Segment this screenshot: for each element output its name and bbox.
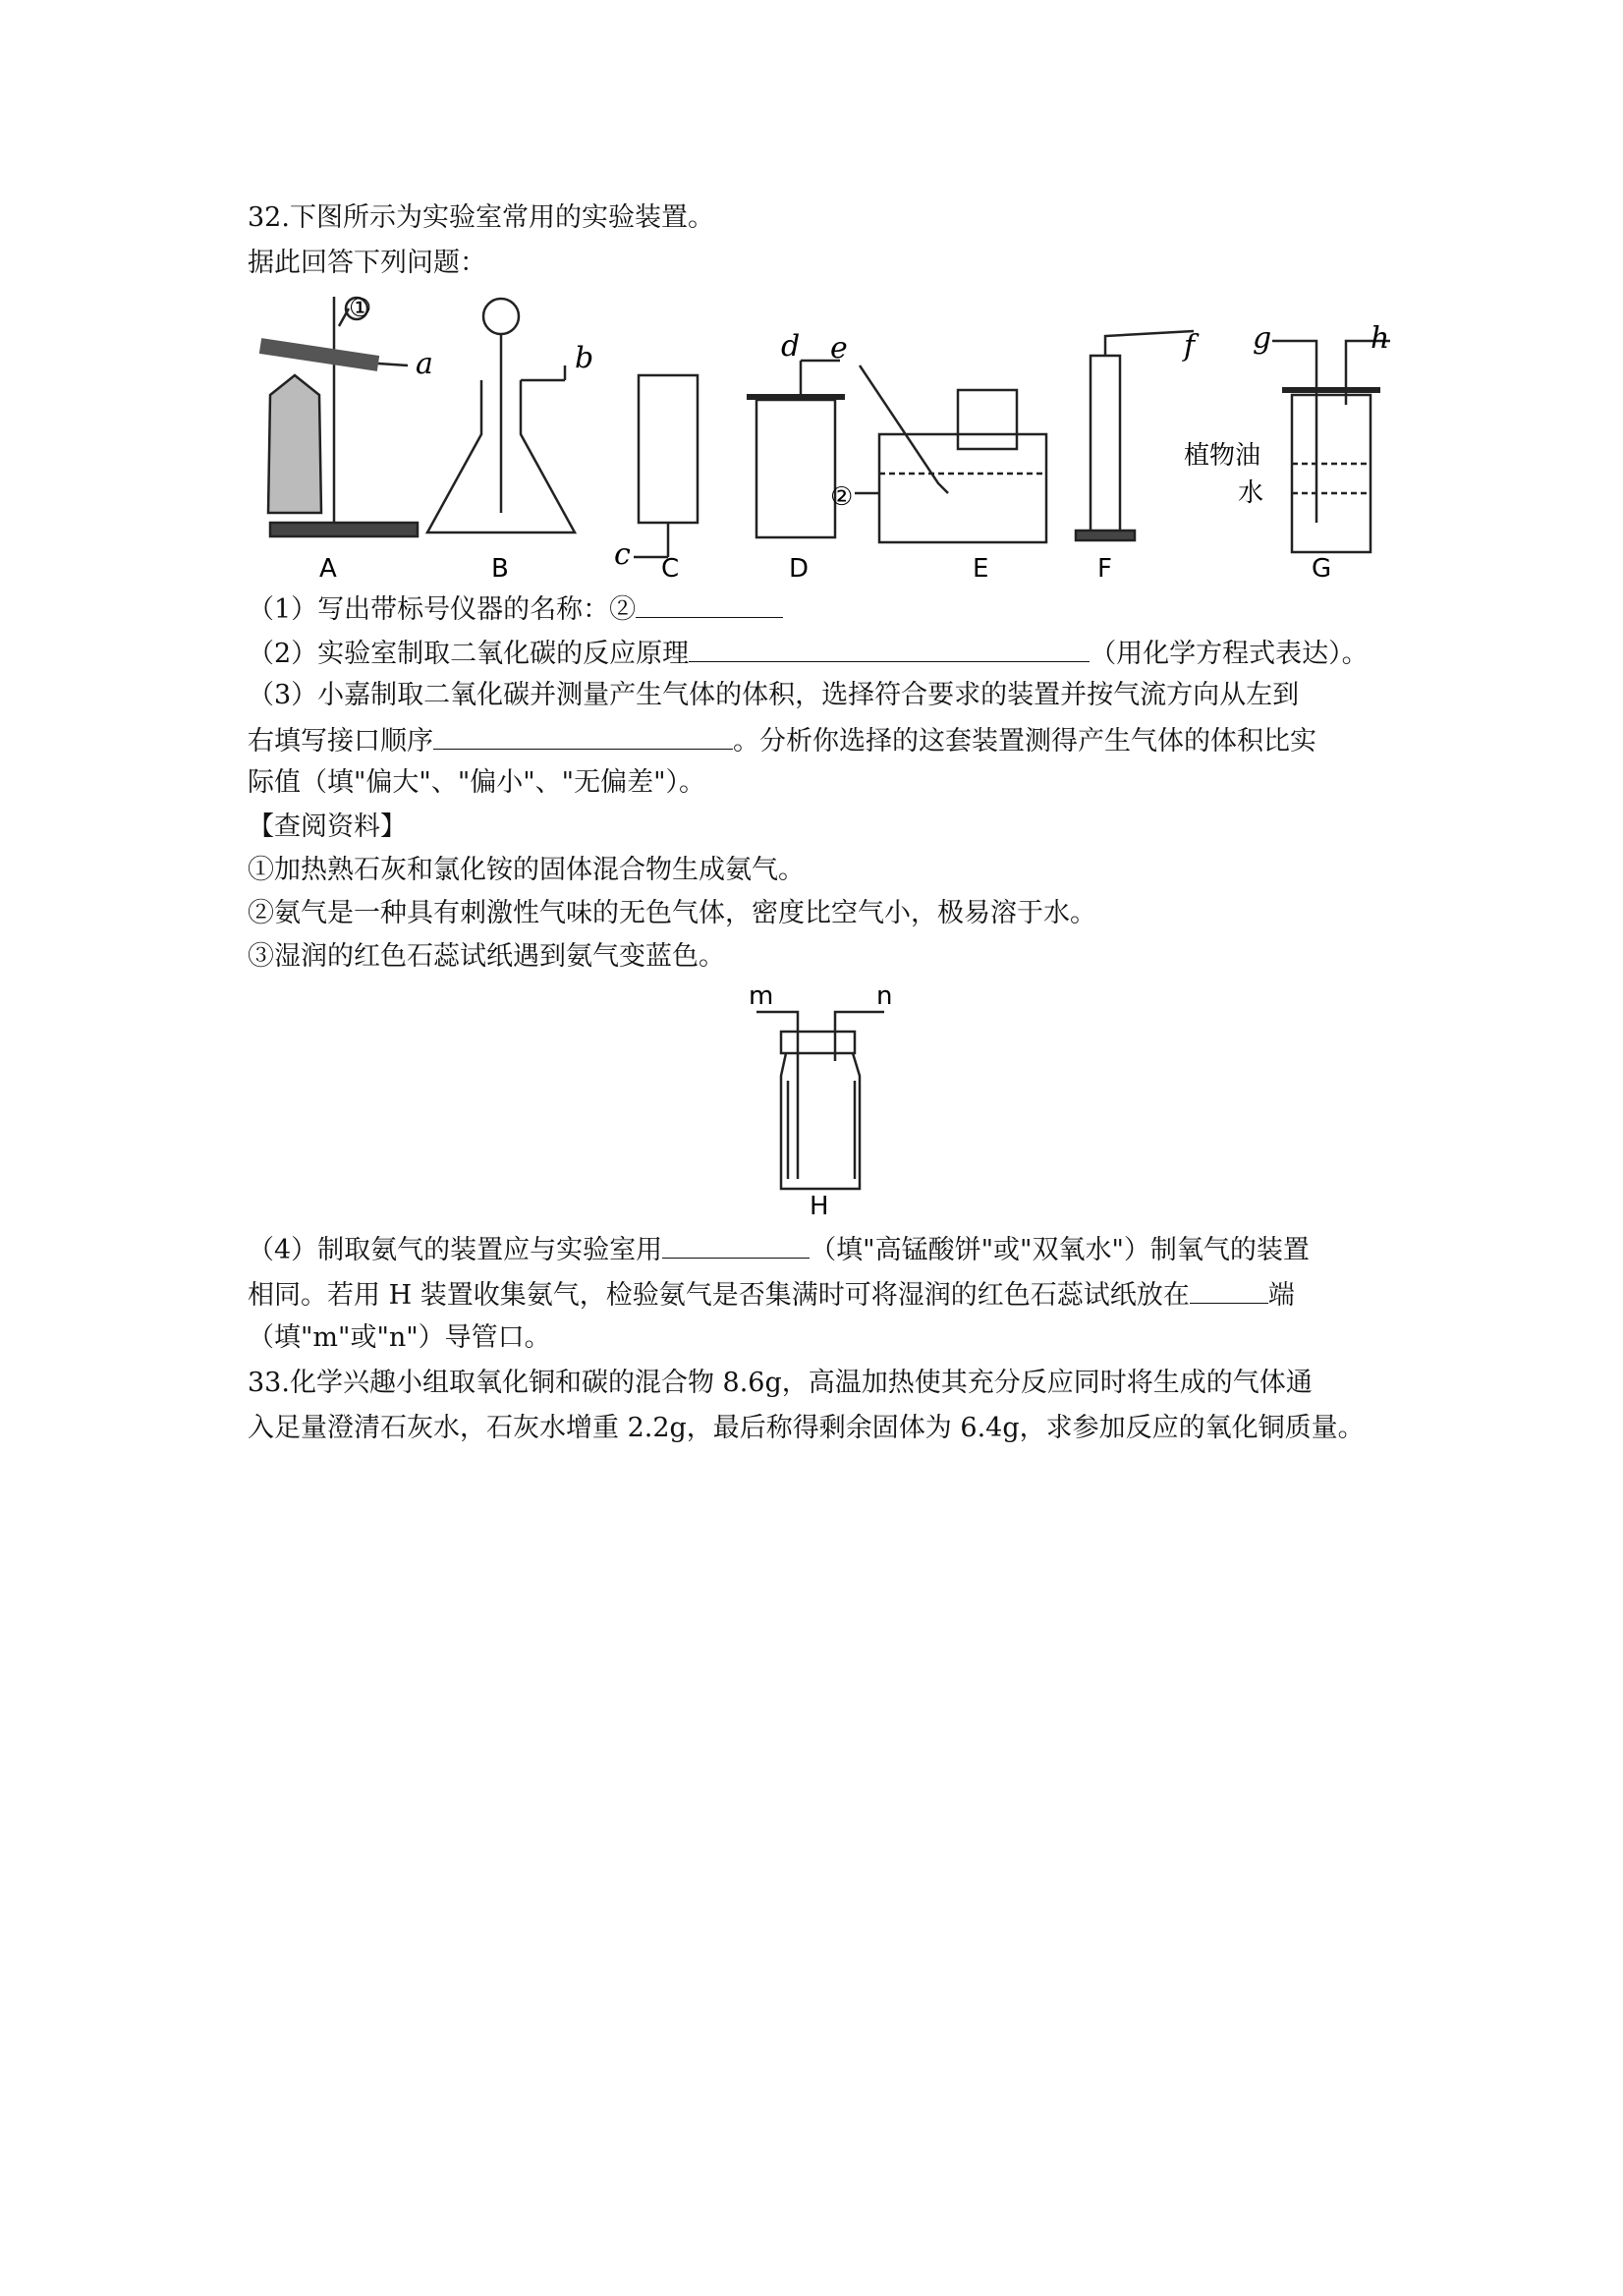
q32-part4-line1 [248,1230,1310,1268]
apparatus-label-b: B [491,554,509,582]
apparatus-e-trough [879,434,1046,542]
q32-part2 [248,634,1369,672]
apparatus-g-inlet [1272,341,1316,523]
answer-blank-3[interactable] [433,721,733,750]
oil-label: 植物油 [1184,441,1261,471]
q32-part1 [248,589,783,628]
apparatus-f-tube [1105,331,1194,356]
q32-part4-line2-b: 端 [1267,1280,1295,1311]
q32-part4-line2 [248,1275,1295,1314]
q32-part4-line1-a: （4）制取氨气的装置应与实验室用 [248,1235,663,1265]
q32-part3-line3: 际值（填"偏大"、"偏小"、"无偏差"）。 [248,767,706,798]
q32-part3-line1: （3）小嘉制取二氧化碳并测量产生气体的体积，选择符合要求的装置并按气流方向从左到 [248,680,1300,710]
q32-part3-line2 [248,721,1316,759]
bottle-h-body [781,1053,860,1189]
apparatus-b-funnel [483,299,519,334]
apparatus-c-bottle [639,375,698,523]
answer-blank-5[interactable] [1190,1275,1268,1304]
info-item-1: ①加热熟石灰和氯化铵的固体混合物生成氨气。 [248,855,805,885]
apparatus-figure [251,287,1390,582]
port-label-c: c [614,537,631,572]
marker-1-label: ① [349,294,372,323]
port-label-n: n [876,982,893,1011]
answer-blank-2[interactable] [689,634,1090,662]
port-label-m: m [749,982,774,1011]
apparatus-label-e: E [973,554,989,582]
port-label-e: e [830,331,848,365]
apparatus-f-cylinder [1091,356,1120,532]
q32-part1-text: （1）写出带标号仪器的名称：② [248,594,637,625]
q32-part4-line1-b: （填"高锰酸饼"或"双氧水"）制氧气的装置 [810,1235,1310,1265]
q32-part4-line2-a: 相同。若用 H 装置收集氨气，检验氨气是否集满时可将湿润的红色石蕊试纸放在 [248,1280,1190,1311]
water-label: 水 [1238,478,1264,508]
port-label-g: g [1253,321,1272,356]
apparatus-label-a: A [319,554,337,582]
port-label-d: d [781,329,801,364]
q32-part2-text: （2）实验室制取二氧化碳的反应原理 [248,639,690,669]
answer-blank-4[interactable] [662,1230,810,1259]
bottle-h-stopper [781,1032,855,1053]
apparatus-label-f: F [1097,554,1112,582]
port-label-a: a [416,347,433,381]
bottle-h-tube-m [756,1012,798,1179]
q32-part2-suffix: （用化学方程式表达）。 [1090,639,1369,669]
q33-line1: 33.化学兴趣小组取氧化铜和碳的混合物 8.6g，高温加热使其充分反应同时将生成的气体通 [248,1368,1313,1398]
q32-part3-line2-a: 右填写接口顺序 [248,726,433,756]
q32-title: 32.下图所示为实验室常用的实验装置。 [248,202,714,233]
q32-part4-line3: （填"m"或"n"）导管口。 [248,1322,551,1353]
apparatus-d-jar [756,400,835,537]
q32-intro: 据此回答下列问题： [248,248,486,278]
apparatus-label-d: D [789,554,810,582]
port-label-h: h [1371,321,1390,356]
info-item-3: ③湿润的红色石蕊试纸遇到氨气变蓝色。 [248,941,725,972]
apparatus-label-g: G [1312,554,1332,582]
bottle-h-figure [737,982,904,1218]
marker-2-label: ② [830,482,854,512]
port-label-b: b [575,341,594,375]
apparatus-a-outlet [378,364,408,365]
q32-part3-line2-b: 。分析你选择的这套装置测得产生气体的体积比实 [733,726,1316,756]
apparatus-a-base [270,523,418,536]
info-item-2: ②氨气是一种具有刺激性气味的无色气体，密度比空气小，极易溶于水。 [248,898,1096,928]
info-title: 【查阅资料】 [248,812,407,842]
apparatus-e-bottle [958,390,1017,449]
apparatus-a-tube [260,346,378,364]
apparatus-g-bottle [1292,395,1371,552]
apparatus-label-c: C [661,554,680,582]
port-label-f: f [1184,329,1196,364]
apparatus-a-burner [268,375,321,513]
q33-line2: 入足量澄清石灰水，石灰水增重 2.2g，最后称得剩余固体为 6.4g，求参加反应的氧化铜质量。 [248,1413,1365,1443]
apparatus-label-h: H [810,1192,829,1218]
answer-blank-1[interactable] [636,589,783,618]
